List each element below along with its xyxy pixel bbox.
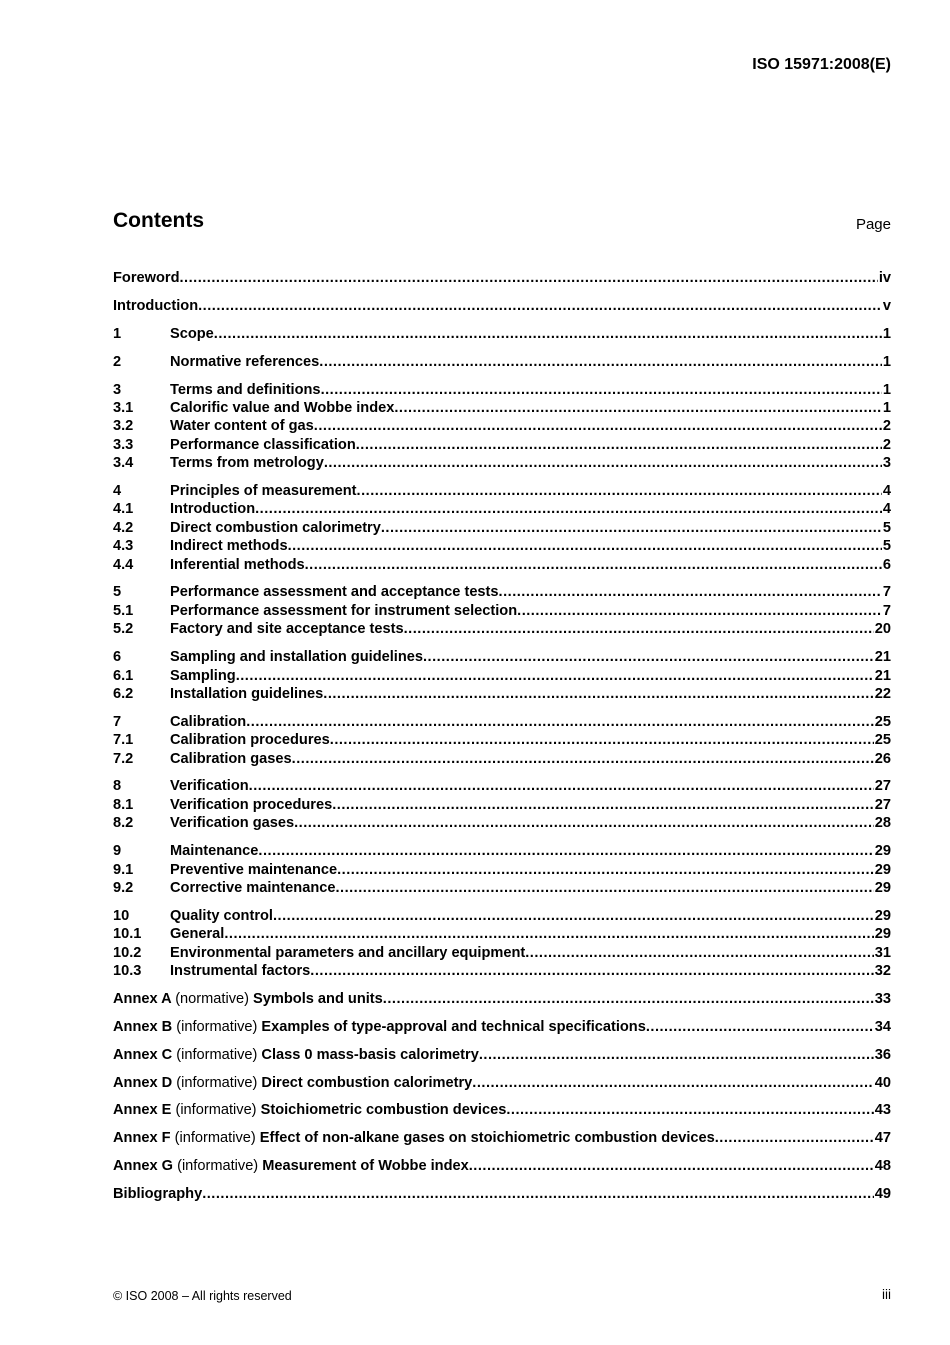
toc-entry-title: Corrective maintenance: [170, 879, 336, 896]
toc-entry-title: General: [170, 926, 225, 943]
toc-entry-number: 3.3: [113, 436, 134, 453]
toc-entry-page: 21: [874, 667, 891, 684]
toc-entry-page: 2: [882, 418, 891, 435]
toc-annex-title: Examples of type-approval and technical specifications: [261, 1018, 646, 1035]
toc-entry-page: 25: [874, 732, 891, 749]
toc-entry-title: [113, 1074, 472, 1092]
toc-leader-dots: [479, 1046, 874, 1064]
toc-entry[interactable]: [113, 962, 891, 980]
toc-leader-dots: [506, 1101, 873, 1119]
toc-annex-label: Annex F: [113, 1130, 171, 1147]
toc-entry-page: 29: [874, 843, 891, 860]
toc-entry-title: Introduction: [113, 297, 199, 314]
toc-leader-dots: [179, 269, 877, 287]
toc-entry[interactable]: [113, 731, 891, 749]
toc-leader-dots: [246, 713, 874, 731]
toc-annex-title: Stoichiometric combustion devices: [260, 1102, 507, 1119]
toc-entry-page: 3: [882, 455, 891, 472]
toc-entry-page: 31: [874, 944, 891, 961]
toc-group: [113, 1157, 891, 1175]
toc-entry-title: Performance classification: [170, 436, 356, 453]
toc-entry-title: Scope: [170, 325, 214, 342]
toc-entry-page: 1: [882, 325, 891, 342]
toc-leader-dots: [292, 750, 874, 768]
toc-leader-dots: [288, 537, 882, 555]
toc-entry-page: 36: [874, 1046, 891, 1063]
toc-leader-dots: [332, 796, 874, 814]
toc-group: [113, 777, 891, 832]
toc-leader-dots: [255, 500, 882, 518]
toc-group: [113, 297, 891, 315]
toc-entry[interactable]: [113, 879, 891, 897]
toc-leader-dots: [330, 731, 874, 749]
toc-entry-number: 4.1: [113, 501, 134, 518]
toc-group: [113, 1046, 891, 1064]
toc-entry-number: 6: [113, 649, 122, 666]
toc-leader-dots: [335, 879, 873, 897]
toc-entry-title: [113, 1129, 715, 1147]
toc-entry-page: 27: [874, 778, 891, 795]
toc-entry-number: 5: [113, 584, 122, 601]
toc-leader-dots: [305, 556, 882, 574]
toc-entry-page: 26: [874, 750, 891, 767]
toc-entry-title: [113, 990, 383, 1008]
toc-entry-page: 29: [874, 907, 891, 924]
toc-annex-type: (normative): [175, 990, 249, 1007]
toc-leader-dots: [249, 777, 874, 795]
toc-entry-number: 9.1: [113, 861, 134, 878]
toc-leader-dots: [381, 519, 882, 537]
toc-entry-page: 29: [874, 861, 891, 878]
toc-entry[interactable]: [113, 583, 891, 601]
toc-entry[interactable]: [113, 381, 891, 399]
toc-group: [113, 1074, 891, 1092]
toc-entry[interactable]: [113, 482, 891, 500]
toc-entry-title: Indirect methods: [170, 538, 288, 555]
toc-entry-page: 2: [882, 436, 891, 453]
toc-annex-title: Direct combustion calorimetry: [261, 1074, 473, 1091]
toc-group: [113, 482, 891, 574]
toc-entry-title: Performance assessment and acceptance tests: [170, 584, 499, 601]
toc-leader-dots: [469, 1157, 874, 1175]
toc-group: [113, 990, 891, 1008]
toc-entry-number: 8: [113, 778, 122, 795]
toc-entry-title: Calibration gases: [170, 750, 292, 767]
toc-entry-title: Terms and definitions: [170, 381, 321, 398]
toc-entry[interactable]: [113, 777, 891, 795]
toc-entry[interactable]: [113, 1185, 891, 1203]
toc-entry-title: Verification gases: [170, 815, 295, 832]
toc-entry[interactable]: [113, 796, 891, 814]
toc-entry-title: Terms from metrology: [170, 455, 324, 472]
toc-entry-page: 4: [882, 501, 891, 518]
toc-entry-title: Normative references: [170, 353, 320, 370]
toc-group: [113, 269, 891, 287]
toc-entry[interactable]: [113, 1101, 891, 1119]
toc-group: [113, 1129, 891, 1147]
toc-leader-dots: [715, 1129, 874, 1147]
toc-entry-title: Preventive maintenance: [170, 861, 338, 878]
toc-entry[interactable]: [113, 500, 891, 518]
toc-leader-dots: [202, 1185, 874, 1203]
toc-entry-page: 7: [882, 602, 891, 619]
toc-entry-page: 20: [874, 621, 891, 638]
toc-entry[interactable]: [113, 1157, 891, 1175]
toc-entry-page: 48: [874, 1158, 891, 1175]
toc-leader-dots: [423, 648, 874, 666]
toc-entry-number: 6.1: [113, 667, 134, 684]
toc-leader-dots: [525, 944, 874, 962]
toc-annex-title: Symbols and units: [253, 990, 383, 1007]
toc-entry-number: 3.4: [113, 455, 134, 472]
toc-entry-number: 9: [113, 843, 122, 860]
toc-entry-number: 5.1: [113, 602, 134, 619]
toc-entry-page: 43: [874, 1102, 891, 1119]
toc-group: [113, 325, 891, 343]
toc-entry-page: 6: [882, 556, 891, 573]
toc-annex-label: Annex E: [113, 1102, 172, 1119]
toc-annex-label: Annex D: [113, 1074, 173, 1091]
toc-leader-dots: [214, 325, 882, 343]
toc-annex-label: Annex C: [113, 1046, 173, 1063]
toc-entry-page: 32: [874, 963, 891, 979]
toc-leader-dots: [394, 399, 882, 417]
toc-entry-title: Calibration procedures: [170, 732, 330, 749]
toc-leader-dots: [310, 962, 873, 980]
toc-entry-number: 9.2: [113, 879, 134, 896]
toc-leader-dots: [356, 436, 882, 454]
toc-entry[interactable]: [113, 519, 891, 537]
toc-entry-title: Direct combustion calorimetry: [170, 519, 381, 536]
toc-annex-label: Annex G: [113, 1158, 174, 1175]
toc-annex-type: (informative): [176, 1074, 258, 1091]
toc-entry-number: 10: [113, 907, 130, 924]
toc-entry-number: 10.3: [113, 963, 142, 979]
toc-annex-label: Annex B: [113, 1018, 173, 1035]
page-column-label: Page: [855, 216, 891, 233]
toc-leader-dots: [499, 583, 882, 601]
toc-entry-page: 5: [882, 538, 891, 555]
toc-entry-page: 29: [874, 879, 891, 896]
toc-entry-page: 21: [874, 649, 891, 666]
toc-group: [113, 713, 891, 768]
toc-entry[interactable]: [113, 417, 891, 435]
toc-entry[interactable]: [113, 713, 891, 731]
toc-entry-title: [113, 1046, 479, 1064]
toc-entry-number: 7.1: [113, 732, 134, 749]
toc-entry-number: 7: [113, 713, 122, 730]
toc-entry-page: 1: [882, 399, 891, 416]
toc-entry[interactable]: [113, 353, 891, 371]
toc-annex-type: (informative): [175, 1102, 257, 1119]
toc-entry-number: 3: [113, 381, 122, 398]
toc-group: [113, 1185, 891, 1203]
toc-group: [113, 381, 891, 473]
toc-entry-number: 10.2: [113, 944, 142, 961]
toc-entry[interactable]: [113, 399, 891, 417]
toc-entry-page: v: [882, 297, 891, 314]
toc-entry-title: Maintenance: [170, 843, 259, 860]
toc-leader-dots: [314, 417, 882, 435]
toc-entry-page: 7: [882, 584, 891, 601]
toc-entry-number: 4: [113, 483, 122, 500]
copyright-notice: © ISO 2008 – All rights reserved: [113, 1289, 292, 1303]
toc-leader-dots: [404, 620, 874, 638]
toc-leader-dots: [319, 353, 882, 371]
toc-leader-dots: [224, 925, 873, 943]
toc-entry-number: 5.2: [113, 621, 134, 638]
toc-entry[interactable]: [113, 325, 891, 343]
toc-entry[interactable]: [113, 620, 891, 638]
toc-entry[interactable]: [113, 842, 891, 860]
toc-entry-number: 8.1: [113, 796, 134, 813]
toc-leader-dots: [646, 1018, 874, 1036]
toc-entry-number: 3.1: [113, 399, 134, 416]
toc-entry[interactable]: [113, 685, 891, 703]
toc-entry[interactable]: [113, 537, 891, 555]
toc-entry[interactable]: [113, 1074, 891, 1092]
toc-group: [113, 648, 891, 703]
toc-entry-title: Quality control: [170, 907, 273, 924]
toc-annex-type: (informative): [177, 1158, 259, 1175]
toc-leader-dots: [236, 667, 874, 685]
toc-entry-page: 22: [874, 685, 891, 702]
toc-entry[interactable]: [113, 297, 891, 315]
toc-leader-dots: [198, 297, 882, 315]
toc-entry-number: 4.3: [113, 538, 134, 555]
toc-group: [113, 1101, 891, 1119]
toc-entry-title: Factory and site acceptance tests: [170, 621, 404, 638]
toc-entry[interactable]: [113, 1046, 891, 1064]
toc-leader-dots: [323, 685, 874, 703]
toc-entry-title: Verification: [170, 778, 249, 795]
toc-leader-dots: [321, 381, 882, 399]
toc-entry-page: 5: [882, 519, 891, 536]
toc-annex-type: (informative): [176, 1018, 258, 1035]
toc-annex-title: Measurement of Wobbe index: [262, 1158, 469, 1175]
toc-entry-page: 1: [882, 381, 891, 398]
toc-annex-label: Annex A: [113, 990, 172, 1007]
toc-entry-number: 10.1: [113, 926, 142, 943]
toc-entry[interactable]: [113, 1129, 891, 1147]
toc-entry-page: 29: [874, 926, 891, 943]
toc-annex-type: (informative): [176, 1046, 258, 1063]
toc-entry-title: [113, 1157, 469, 1175]
toc-entry[interactable]: [113, 454, 891, 472]
toc-entry[interactable]: [113, 944, 891, 962]
toc-entry[interactable]: [113, 648, 891, 666]
toc-leader-dots: [472, 1074, 873, 1092]
toc-group: [113, 1018, 891, 1036]
toc-entry-number: 8.2: [113, 815, 134, 832]
table-of-contents: [113, 269, 891, 1213]
toc-entry-title: Sampling: [170, 667, 236, 684]
toc-entry-title: Performance assessment for instrument selection: [170, 602, 518, 619]
toc-entry[interactable]: [113, 436, 891, 454]
toc-leader-dots: [294, 814, 874, 832]
toc-leader-dots: [357, 482, 882, 500]
toc-entry-number: 4.2: [113, 519, 134, 536]
toc-entry-title: Instrumental factors: [170, 963, 311, 979]
toc-entry-page: 40: [874, 1074, 891, 1091]
toc-entry-title: Environmental parameters and ancillary equipment: [170, 944, 526, 961]
toc-entry[interactable]: [113, 907, 891, 925]
toc-entry-page: 27: [874, 796, 891, 813]
toc-entry-title: Bibliography: [113, 1186, 203, 1203]
toc-entry-number: 3.2: [113, 418, 134, 435]
toc-entry[interactable]: [113, 925, 891, 943]
toc-entry-number: 4.4: [113, 556, 134, 573]
toc-leader-dots: [258, 842, 873, 860]
toc-annex-type: (informative): [174, 1130, 256, 1147]
toc-entry-page: 1: [882, 353, 891, 370]
toc-annex-title: Class 0 mass-basis calorimetry: [261, 1046, 479, 1063]
toc-group: [113, 907, 891, 981]
document-id: ISO 15971:2008(E): [752, 56, 891, 73]
toc-entry-title: Water content of gas: [170, 418, 314, 435]
toc-entry-title: [113, 1018, 646, 1036]
toc-entry-number: 1: [113, 325, 122, 342]
toc-leader-dots: [383, 990, 874, 1008]
toc-entry-page: 49: [874, 1186, 891, 1203]
toc-group: [113, 842, 891, 897]
toc-entry-number: 7.2: [113, 750, 134, 767]
toc-entry-title: Foreword: [113, 270, 180, 286]
toc-entry-title: Principles of measurement: [170, 483, 357, 500]
toc-entry-title: Sampling and installation guidelines: [170, 649, 423, 666]
toc-entry-page: 28: [874, 815, 891, 832]
toc-entry-page: 4: [882, 483, 891, 500]
toc-leader-dots: [337, 861, 874, 879]
toc-entry-title: Introduction: [170, 501, 256, 518]
toc-group: [113, 583, 891, 638]
toc-entry[interactable]: [113, 750, 891, 768]
toc-entry-page: iv: [878, 270, 891, 286]
toc-annex-title: Effect of non-alkane gases on stoichiometric combustion devices: [259, 1130, 715, 1147]
toc-entry-title: [113, 1101, 506, 1119]
toc-leader-dots: [273, 907, 874, 925]
toc-entry-page: 34: [874, 1018, 891, 1035]
toc-entry[interactable]: [113, 861, 891, 879]
toc-entry[interactable]: [113, 269, 891, 287]
toc-entry-title: Inferential methods: [170, 556, 305, 573]
toc-entry-number: 2: [113, 353, 122, 370]
toc-leader-dots: [324, 454, 882, 472]
toc-entry[interactable]: [113, 1018, 891, 1036]
toc-entry-number: 6.2: [113, 685, 134, 702]
toc-entry[interactable]: [113, 990, 891, 1008]
toc-entry[interactable]: [113, 814, 891, 832]
contents-title: Contents: [113, 209, 204, 232]
toc-entry-page: 25: [874, 713, 891, 730]
toc-group: [113, 353, 891, 371]
toc-entry[interactable]: [113, 602, 891, 620]
toc-entry-title: Installation guidelines: [170, 685, 324, 702]
toc-entry-title: Calorific value and Wobbe index: [170, 399, 395, 416]
toc-entry-title: Calibration: [170, 713, 247, 730]
toc-entry-page: 33: [874, 990, 891, 1007]
toc-entry[interactable]: [113, 556, 891, 574]
toc-entry[interactable]: [113, 667, 891, 685]
toc-entry-title: Verification procedures: [170, 796, 333, 813]
toc-leader-dots: [517, 602, 882, 620]
page-number: iii: [882, 1287, 891, 1302]
toc-entry-page: 47: [874, 1130, 891, 1147]
